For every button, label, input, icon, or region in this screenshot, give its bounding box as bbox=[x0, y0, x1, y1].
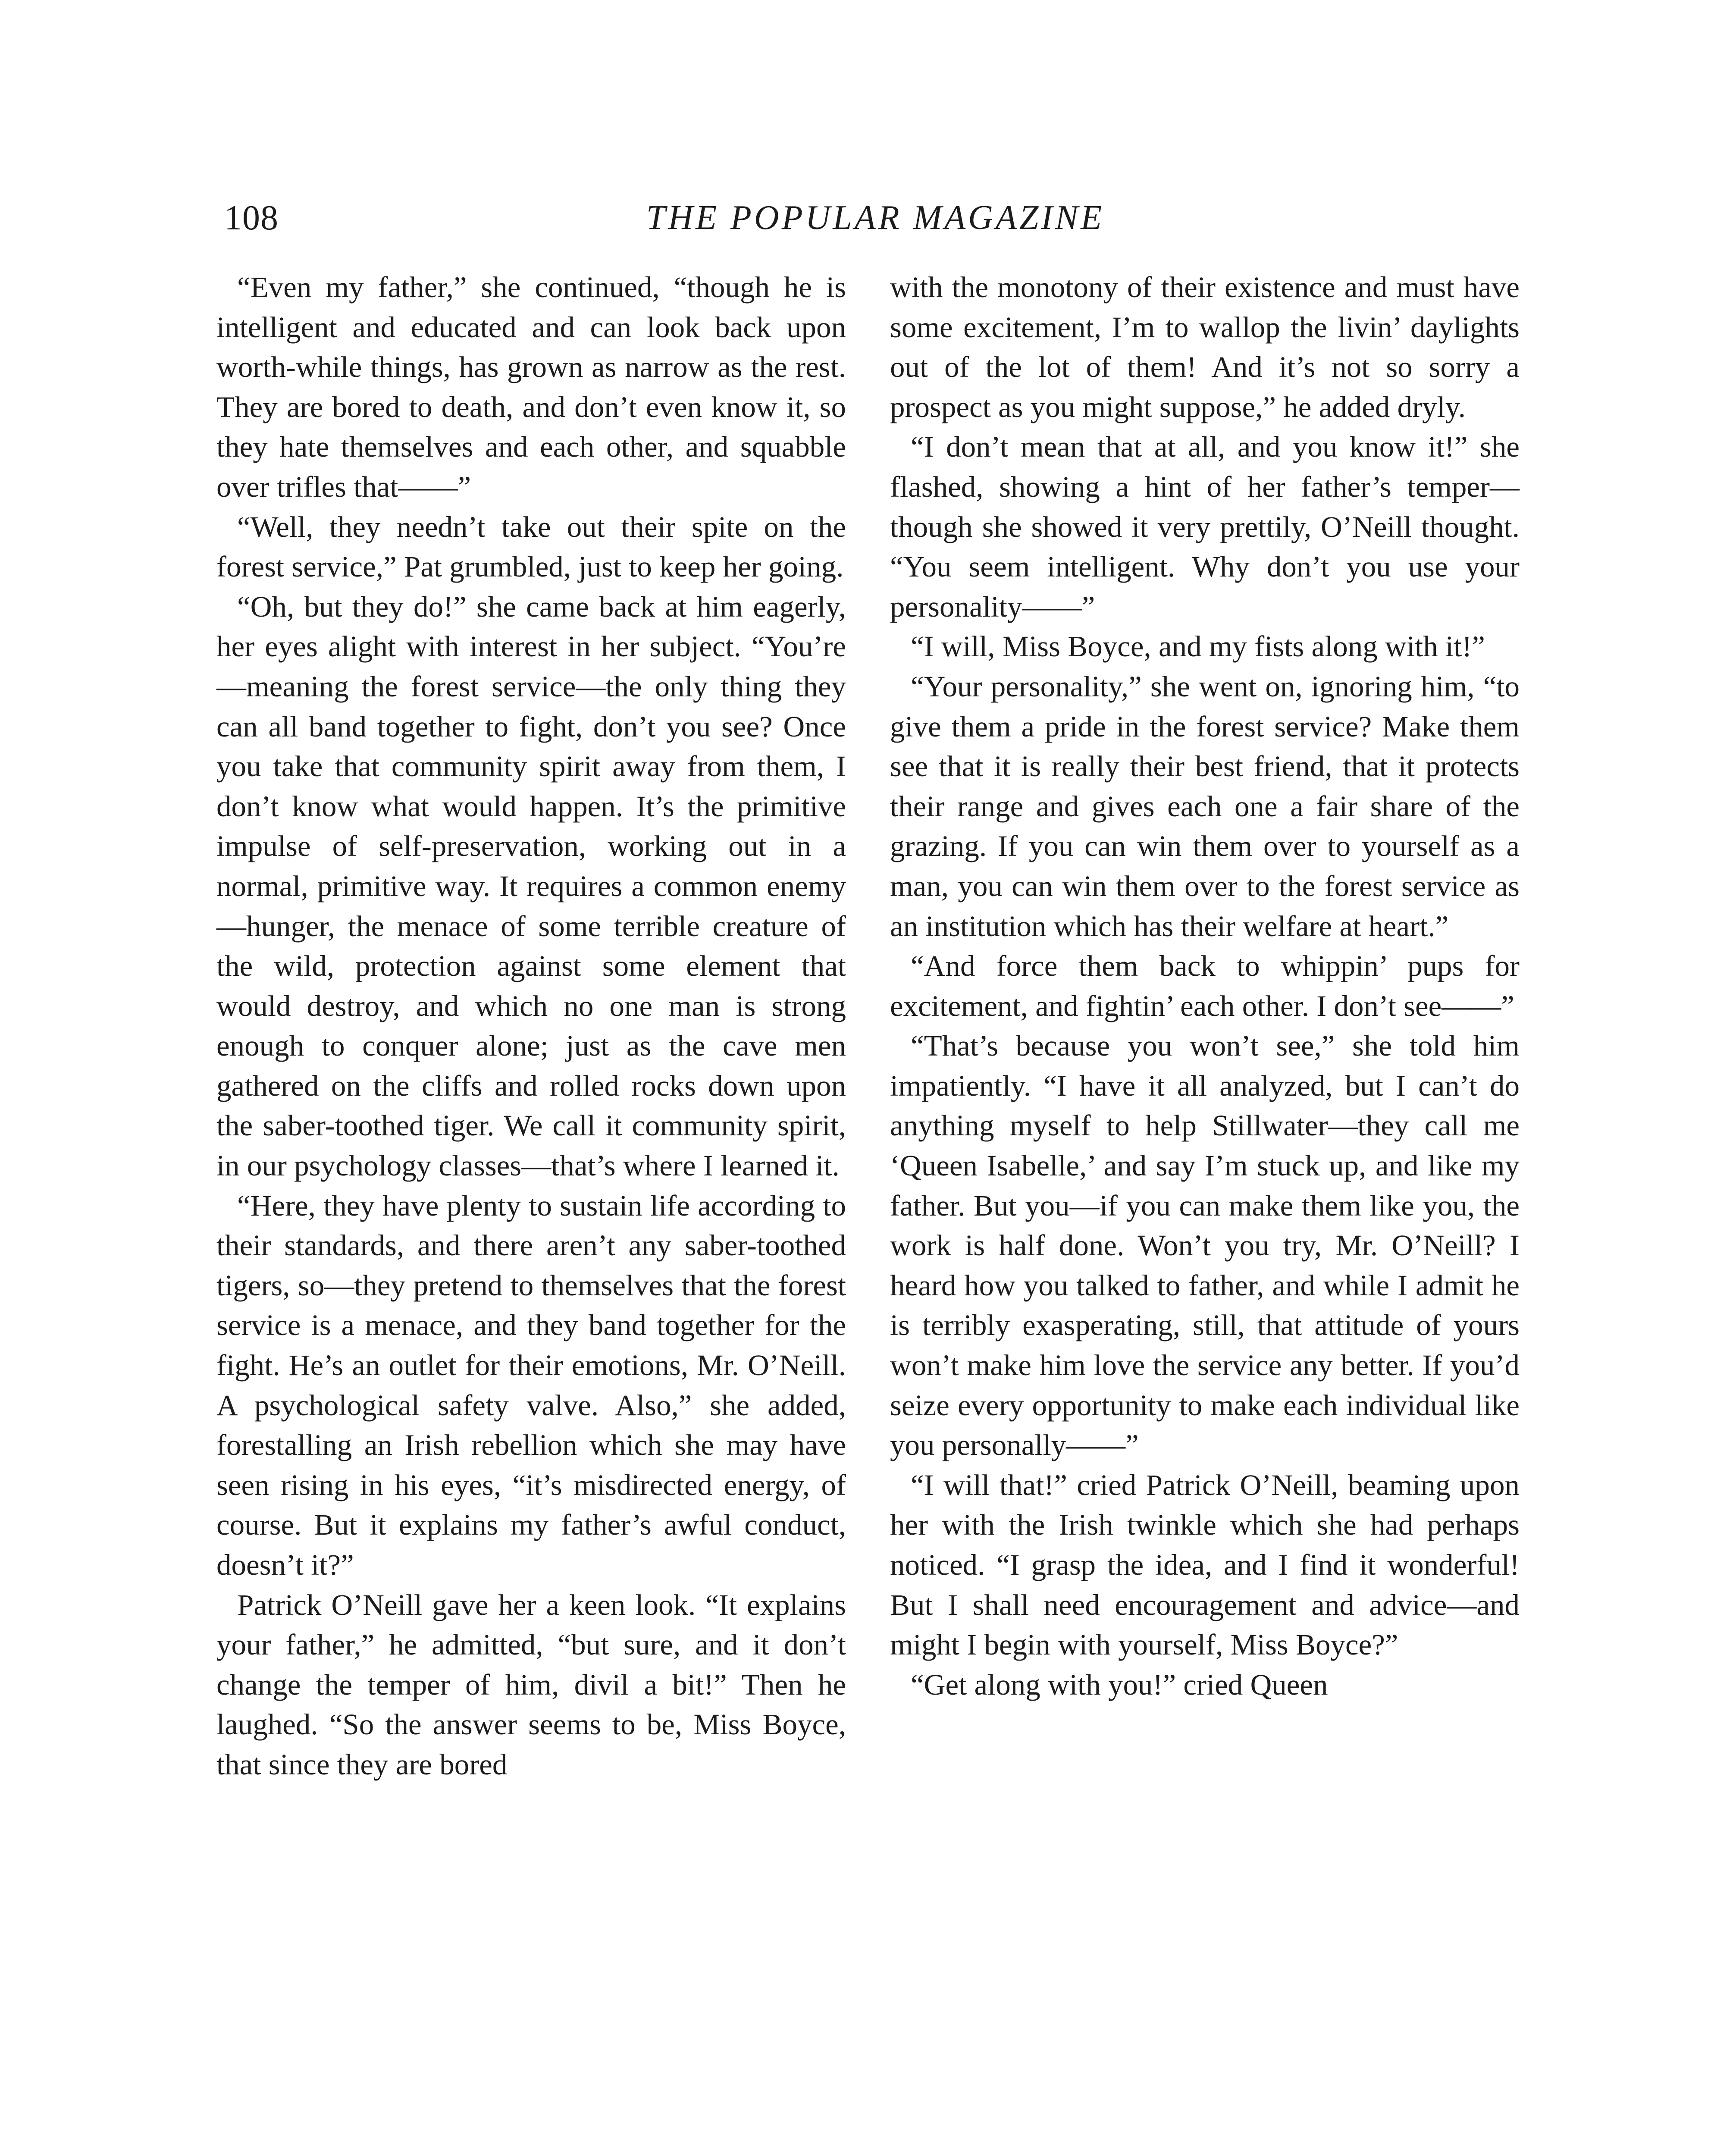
paragraph: “Oh, but they do!” she came back at him eagerly, her eyes alight with interest in her subject. “You’re—meaning the forest service—the only thing they can all band together to fight, don’t you see? Once you take that community spirit away from them, I don’t know what would happen. It’s the primitive impulse of self-preservation, working out in a normal, primitive way. It requires a common enemy—hunger, the menace of some terrible creature of the wild, protection against some element that would destroy, and which no one man is strong enough to conquer alone; just as the cave men gathered on the cliffs and rolled rocks down upon the saber-toothed tiger. We call it community spirit, in our psychology classes—that’s where I learned it. bbox=[216, 590, 846, 1182]
page-header bbox=[224, 190, 1526, 246]
paragraph-continued: with the monotony of their existence and must have some excitement, I’m to wallop the livin’ daylights out of the lot of them! And it’s not so sorry a prospect as you might suppose,” he added dryly. bbox=[890, 271, 1520, 423]
paragraph: Patrick O’Neill gave her a keen look. “It explains your father,” he admitted, “but sure, and it don’t change the temper of him, divil a bit!” Then he laughed. “So the answer seems to be, Miss Boyce, that since they are bored bbox=[216, 1588, 846, 1781]
paragraph: “And force them back to whippin’ pups for excitement, and fightin’ each other. I don’t see——” bbox=[890, 950, 1520, 1022]
page-number: 108 bbox=[224, 198, 279, 237]
paragraph: “That’s because you won’t see,” she told him impatiently. “I have it all analyzed, but I can’t do anything myself to help Stillwater—they call me ‘Queen Isabelle,’ and say I’m stuck up, and like my father. But you—if you can make them like you, the work is half done. Won’t you try, Mr. O’Neill? I heard how you talked to father, and while I admit he is terribly exasperating, still, that attitude of yours won’t make him love the service any better. If you’d seize every opportunity to make each individual like you personally——” bbox=[890, 1029, 1520, 1462]
paragraph: “Your personality,” she went on, ignoring him, “to give them a pride in the forest service? Make them see that it is really their best friend, that it protects their range and gives each one a fair share of the grazing. If you can win them over to yourself as a man, you can win them over to the forest service as an institution which has their welfare at heart.” bbox=[890, 670, 1520, 943]
paragraph: “I don’t mean that at all, and you know it!” she flashed, showing a hint of her father’s temper—though she showed it very prettily, O’Neill thought. “You seem intelligent. Why don’t you use your personality——” bbox=[890, 430, 1520, 623]
left-column bbox=[216, 267, 846, 2156]
paragraph: “Even my father,” she continued, “though he is intelligent and educated and can look back upon worth-while things, has grown as narrow as the rest. They are bored to death, and don’t even know it, so they hate themselves and each other, and squabble over trifles that——” bbox=[216, 271, 846, 503]
paragraph: “Here, they have plenty to sustain life according to their standards, and there aren’t any saber-toothed tigers, so—they pretend to themselves that the forest service is a menace, and they band together for the fight. He’s an outlet for their emotions, Mr. O’Neill. A psychological safety valve. Also,” she added, forestalling an Irish rebellion which she may have seen rising in his eyes, “it’s misdirected energy, of course. But it explains my father’s awful conduct, doesn’t it?” bbox=[216, 1189, 846, 1581]
paragraph: “I will that!” cried Patrick O’Neill, beaming upon her with the Irish twinkle which she had perhaps noticed. “I grasp the idea, and I find it wonderful! But I shall need encouragement and advice—and might I begin with yourself, Miss Boyce?” bbox=[890, 1468, 1520, 1661]
paragraph: “Well, they needn’t take out their spite on the forest service,” Pat grumbled, just to keep her going. bbox=[216, 510, 846, 583]
paragraph: “Get along with you!” cried Queen bbox=[911, 1668, 1328, 1701]
running-title: THE POPULAR MAGAZINE bbox=[646, 199, 1105, 237]
right-column bbox=[890, 267, 1520, 2156]
paragraph: “I will, Miss Boyce, and my fists along with it!” bbox=[911, 630, 1485, 663]
